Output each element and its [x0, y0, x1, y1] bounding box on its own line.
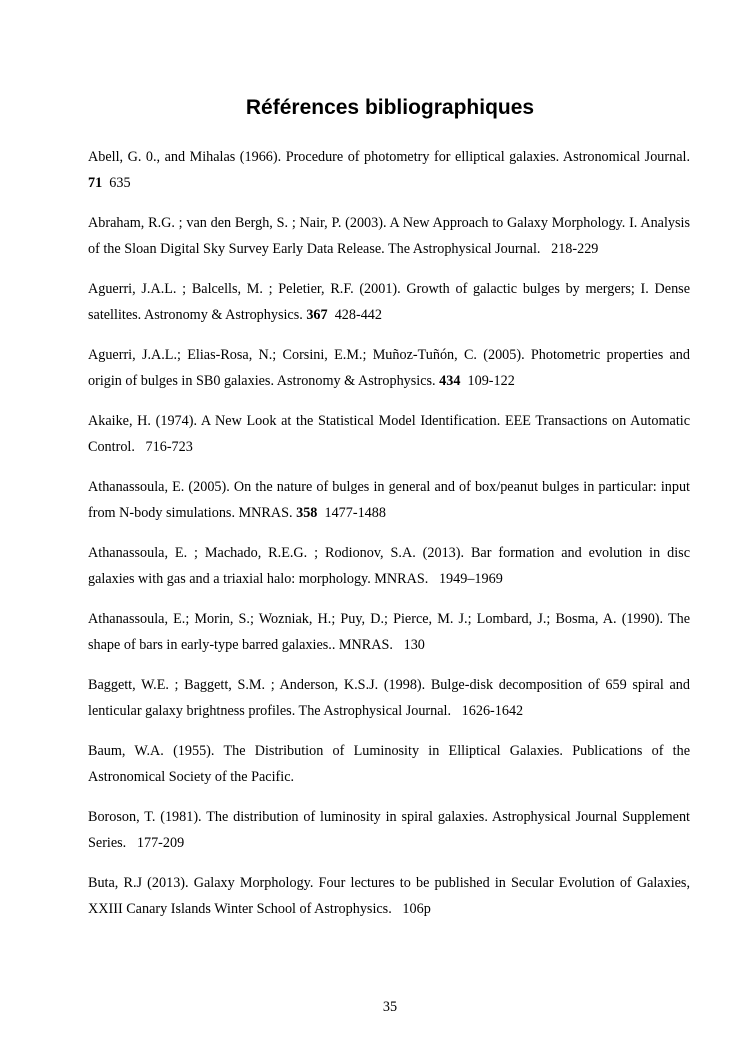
reference-text: Baggett, W.E. ; Baggett, S.M. ; Anderson, K.S.J. (1998). Bulge-disk decomposition of 659 spiral and lenticular galaxy brightness profiles. The Astrophysical Journal.: [88, 677, 690, 719]
reference-pages: 1949–1969: [438, 571, 503, 587]
reference-pages: 109-122: [467, 373, 515, 389]
reference-item: [88, 144, 690, 196]
reference-pages: 130: [403, 637, 425, 653]
reference-item: [88, 540, 690, 592]
reference-pages: 716-723: [145, 439, 193, 455]
reference-text: Abell, G. 0., and Mihalas (1966). Procedure of photometry for elliptical galaxies. Astronomical Journal.: [88, 149, 690, 165]
page-title: Références bibliographiques: [245, 96, 535, 119]
reference-text: Akaike, H. (1974). A New Look at the Statistical Model Identification. EEE Transactions on Automatic Control.: [88, 413, 690, 455]
reference-item: [88, 738, 690, 790]
reference-item: [88, 342, 690, 394]
reference-pages: 106p: [402, 901, 431, 917]
reference-volume: 71: [88, 175, 103, 191]
reference-volume: 358: [296, 505, 318, 521]
reference-item: [88, 408, 690, 460]
reference-pages: 428-442: [334, 307, 382, 323]
reference-text: Abraham, R.G. ; van den Bergh, S. ; Nair, P. (2003). A New Approach to Galaxy Morphology. I. Analysis of the Sloan Digital Sky Survey Early Data Release. The Astrophysical Journal.: [88, 215, 690, 257]
reference-text: Athanassoula, E. ; Machado, R.E.G. ; Rodionov, S.A. (2013). Bar formation and evolution in disc galaxies with gas and a triaxial halo: morphology. MNRAS.: [88, 545, 690, 587]
reference-pages: 218-229: [551, 241, 599, 257]
reference-item: [88, 606, 690, 658]
reference-text: Athanassoula, E. (2005). On the nature of bulges in general and of box/peanut bulges in particular: input from N-body simulations. MNRAS.: [88, 479, 690, 521]
reference-text: Baum, W.A. (1955). The Distribution of Luminosity in Elliptical Galaxies. Publications of the Astronomical Society of the Pacific.: [88, 743, 690, 785]
reference-pages: 635: [109, 175, 131, 191]
reference-pages: 1626-1642: [461, 703, 524, 719]
reference-text: Boroson, T. (1981). The distribution of luminosity in spiral galaxies. Astrophysical Journal Supplement Series.: [88, 809, 690, 851]
reference-text: Athanassoula, E.; Morin, S.; Wozniak, H.; Puy, D.; Pierce, M. J.; Lombard, J.; Bosma, A. (1990). The shape of bars in early-type barred galaxies.. MNRAS.: [88, 611, 690, 653]
reference-text: Aguerri, J.A.L. ; Balcells, M. ; Peletier, R.F. (2001). Growth of galactic bulges by mergers; I. Dense satellites. Astronomy & Astrophysics.: [88, 281, 690, 323]
page-number: 35: [382, 999, 398, 1015]
reference-item: [88, 870, 690, 922]
reference-text: Buta, R.J (2013). Galaxy Morphology. Four lectures to be published in Secular Evolution of Galaxies, XXIII Canary Islands Winter School of Astrophysics.: [88, 875, 690, 917]
reference-item: [88, 276, 690, 328]
reference-item: [88, 210, 690, 262]
reference-item: [88, 804, 690, 856]
reference-pages: 177-209: [136, 835, 185, 851]
reference-item: [88, 474, 690, 526]
reference-volume: 367: [306, 307, 328, 323]
reference-text: Aguerri, J.A.L.; Elias-Rosa, N.; Corsini, E.M.; Muñoz-Tuñón, C. (2005). Photometric properties and origin of bulges in SB0 galaxies. Astronomy & Astrophysics.: [88, 347, 690, 389]
reference-item: [88, 672, 690, 724]
reference-pages: 1477-1488: [324, 505, 386, 521]
reference-volume: 434: [439, 373, 461, 389]
reference-list: [88, 144, 690, 936]
